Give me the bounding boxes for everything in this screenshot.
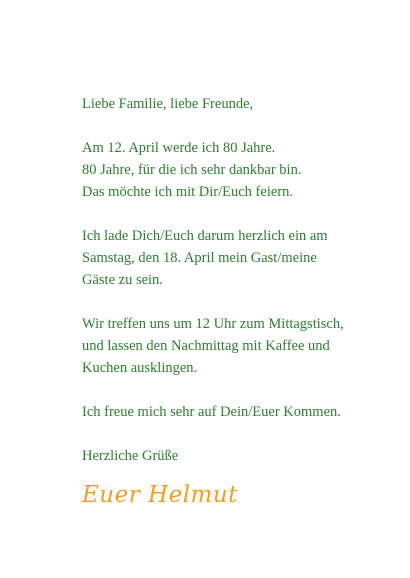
paragraph-spacer [82, 423, 382, 445]
paragraph-line: Kuchen ausklingen. [82, 360, 198, 376]
paragraph-spacer [82, 291, 382, 313]
paragraph-line: Ich lade Dich/Euch darum herzlich ein am [82, 228, 328, 244]
paragraph-spacer [82, 379, 382, 401]
paragraph-birthday [82, 137, 382, 203]
closing: Herzliche Grüße [82, 448, 179, 464]
paragraph-schedule [82, 313, 382, 379]
paragraph-looking-forward: Ich freue mich sehr auf Dein/Euer Kommen. [82, 404, 341, 420]
paragraph-line: Am 12. April werde ich 80 Jahre. [82, 140, 276, 156]
paragraph-line: Gäste zu sein. [82, 272, 163, 288]
paragraph-line: Wir treffen uns um 12 Uhr zum Mittagstisch, [82, 316, 344, 332]
paragraph-line: Samstag, den 18. April mein Gast/meine [82, 250, 317, 266]
paragraph-spacer [82, 115, 382, 137]
paragraph-line: 80 Jahre, für die ich sehr dankbar bin. [82, 162, 302, 178]
letter-body [82, 93, 382, 467]
paragraph-line: Das möchte ich mit Dir/Euch feiern. [82, 184, 293, 200]
greeting: Liebe Familie, liebe Freunde, [82, 96, 254, 112]
paragraph-invitation [82, 225, 382, 291]
signature: Euer Helmut [82, 482, 238, 508]
paragraph-spacer [82, 203, 382, 225]
paragraph-line: und lassen den Nachmittag mit Kaffee und [82, 338, 330, 354]
